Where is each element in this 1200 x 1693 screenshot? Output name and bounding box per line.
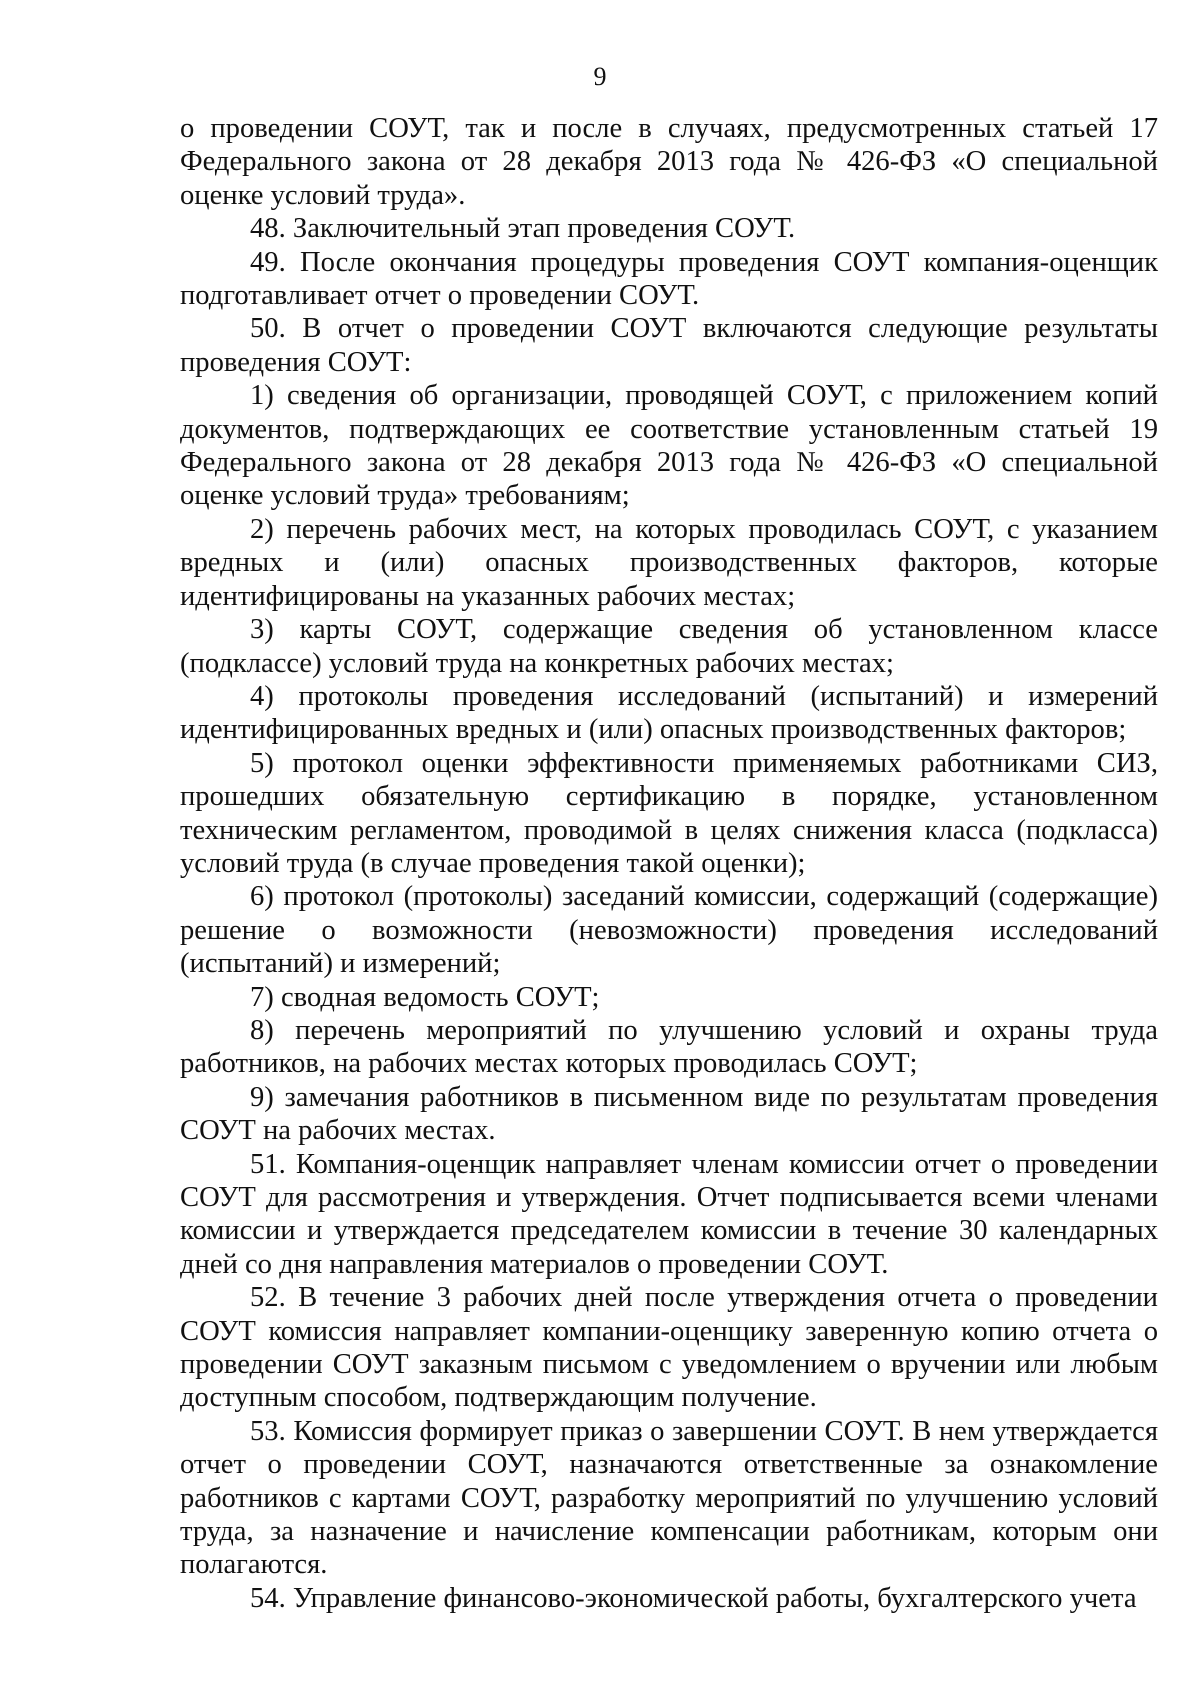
list-item-6: 6) протокол (протоколы) заседаний комиссии, содержащий (содержащие) решение о возможности (невозможности) проведения исследований (испытаний) и измерений;	[180, 881, 1158, 980]
list-item-7: 7) сводная ведомость СОУТ;	[250, 981, 600, 1013]
page-number: 9	[593, 62, 607, 91]
paragraph-50: 50. В отчет о проведении СОУТ включаются следующие результаты проведения СОУТ:	[180, 313, 1158, 378]
list-item-4: 4) протоколы проведения исследований (испытаний) и измерений идентифицированных вредных и (или) опасных производственных факторов;	[180, 680, 1158, 746]
list-item-2: 2) перечень рабочих мест, на которых проводилась СОУТ, с указанием вредных и (или) опасных производственных факторов, которые идентифицированы на указанных рабочих местах;	[180, 513, 1158, 612]
paragraph-51: 51. Компания-оценщик направляет членам комиссии отчет о проведении СОУТ для рассмотрения и утверждения. Отчет подписывается всеми членами комиссии и утверждается председателем комиссии в течение 30 календарных дней со дня направления материалов о проведении СОУТ.	[180, 1148, 1158, 1280]
list-item-8: 8) перечень мероприятий по улучшению условий и охраны труда работников, на рабочих местах которых проводилась СОУТ;	[180, 1014, 1158, 1080]
paragraph-48: 48. Заключительный этап проведения СОУТ.	[250, 213, 796, 245]
list-item-3: 3) карты СОУТ, содержащие сведения об установленном классе (подклассе) условий труда на конкретных рабочих местах;	[180, 614, 1158, 679]
paragraph-continuation: о проведении СОУТ, так и после в случаях, предусмотренных статьей 17 Федерального закона от 28 декабря 2013 года № 426-ФЗ «О специальной оценке условий труда».	[180, 113, 1158, 211]
list-item-1: 1) сведения об организации, проводящей СОУТ, с приложением копий документов, подтверждающих ее соответствие установленным статьей 19 Федерального закона от 28 декабря 2013 года № 426-ФЗ «О специальной оценке условий труда» требованиям;	[180, 380, 1158, 512]
paragraph-49: 49. После окончания процедуры проведения СОУТ компания-оценщик подготавливает отчет о проведении СОУТ.	[180, 246, 1158, 312]
paragraph-53: 53. Комиссия формирует приказ о завершении СОУТ. В нем утверждается отчет о проведении СОУТ, назначаются ответственные за ознакомление работников с картами СОУТ, разработку мероприятий по улучшению условий труда, за назначение и начисление компенсации работникам, которым они полагаются.	[180, 1415, 1158, 1581]
paragraph-52: 52. В течение 3 рабочих дней после утверждения отчета о проведении СОУТ комиссия направляет компании-оценщику заверенную копию отчета о проведении СОУТ заказным письмом с уведомлением о вручении или любым доступным способом, подтверждающим получение.	[180, 1282, 1158, 1414]
list-item-9: 9) замечания работников в письменном виде по результатам проведения СОУТ на рабочих местах.	[180, 1081, 1158, 1147]
list-item-5: 5) протокол оценки эффективности применяемых работниками СИЗ, прошедших обязательную сертификацию в порядке, установленном техническим регламентом, проводимой в целях снижения класса (подкласса) условий труда (в случае проведения такой оценки);	[180, 747, 1158, 879]
paragraph-54: 54. Управление финансово-экономической работы, бухгалтерского учета	[250, 1582, 1137, 1614]
document-body	[180, 112, 1158, 1615]
